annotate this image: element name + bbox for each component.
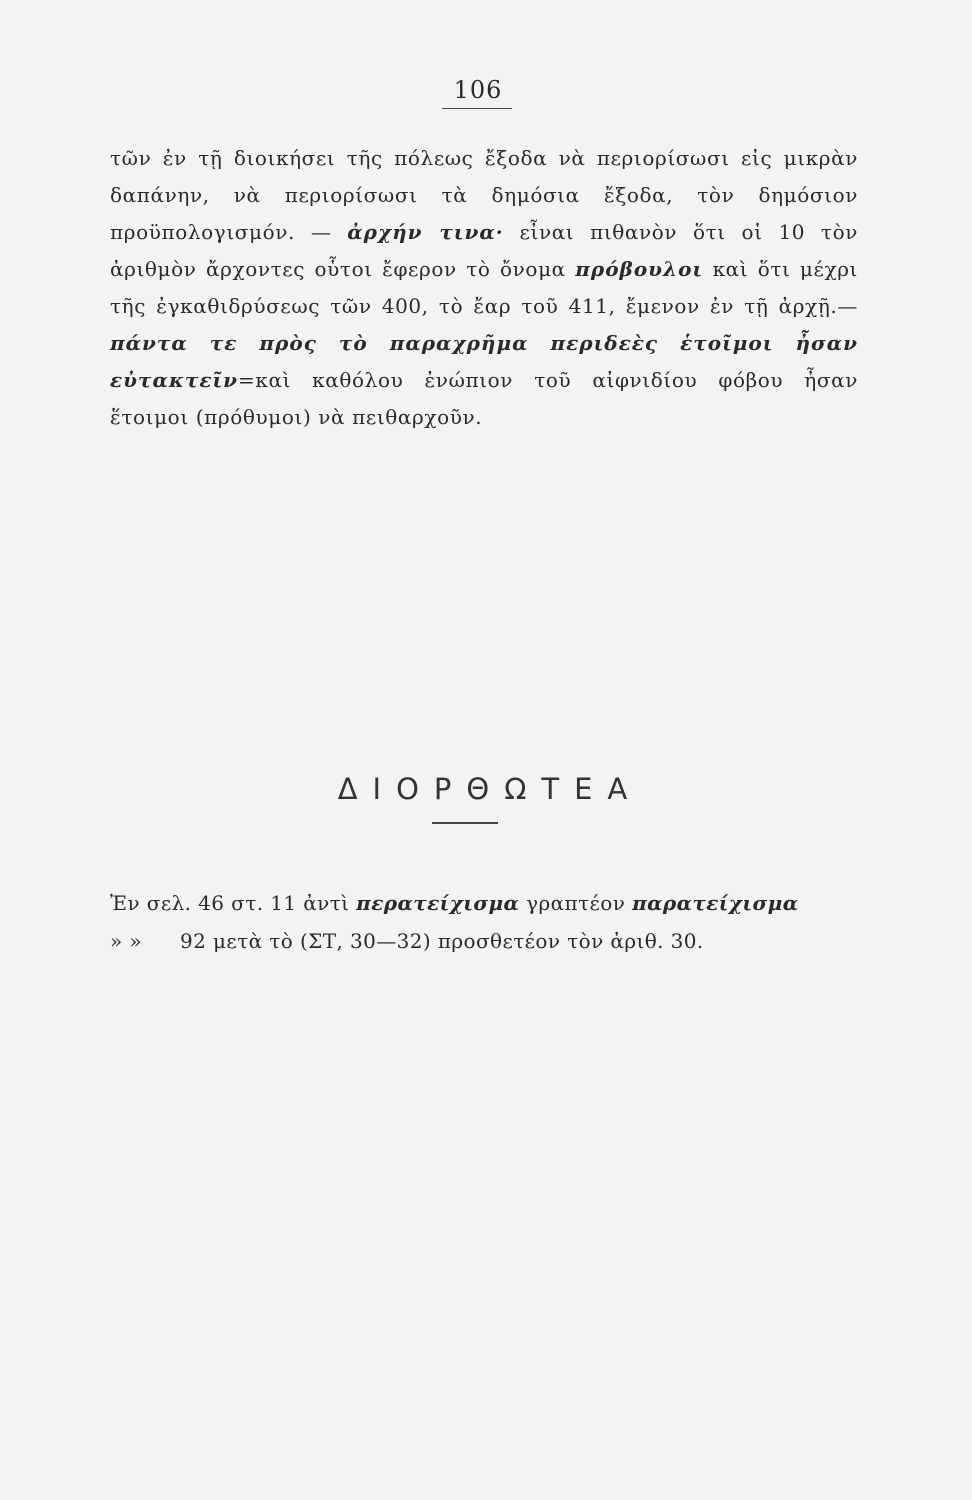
errata-line [110,884,870,922]
errata-line [110,922,870,960]
page-number-rule [442,108,512,109]
body-text-segment: καὶ ὅτι μέχρι τῆς ἐγκαθιδρύσεως τῶν 400, τὸ ἔαρ τοῦ 411, ἔμενον ἐν τῇ ἀρχῇ.— [110,257,858,318]
errata-list [110,884,870,960]
errata-mid: γραπτέον [519,891,633,915]
body-emphasis: πρόβουλοι [575,257,704,281]
errata-wrong-word: περατείχισμα [356,891,520,915]
body-text-segment: =καὶ καθόλου ἐνώπιον τοῦ αἰφνιδίου φόβου ἦσαν ἕτοιμοι (πρόθυμοι) νὰ πειθαρχοῦν. [110,368,858,429]
body-paragraph [110,140,858,436]
errata-ditto-marks: » » [110,929,143,953]
body-text-segment: εἶναι πιθανὸν ὅτι οἱ 10 τὸν ἀριθμὸν ἄρχοντες οὗτοι ἔφερον τὸ ὄνομα [110,220,858,281]
body-emphasis: ἀρχήν τινα· [347,220,504,244]
page-number: 106 [453,76,503,104]
errata-title: ΔΙΟΡΘΩΤΕΑ [337,772,643,806]
errata-lead: Ἐν σελ. 46 στ. 11 ἀντὶ [110,891,357,915]
body-emphasis: πάντα τε πρὸς τὸ παραχρῆμα περιδεὲς ἑτοῖμοι ἦσαν εὐτακτεῖν [110,331,858,392]
errata-rule [432,822,498,824]
errata-text: 92 μετὰ τὸ (ΣΤ, 30—32) προσθετέον τὸν ἀριθ. 30. [180,929,704,953]
body-text-segment: τῶν ἐν τῇ διοικήσει τῆς πόλεως ἔξοδα νὰ περιορίσωσι εἰς μικρὰν δαπάνην, νὰ περιορίσωσι τὰ δημόσια ἔξοδα, τὸν δημόσιον προϋπολογισμόν. — [110,146,858,244]
errata-correct-word: παρατείχισμα [632,891,799,915]
